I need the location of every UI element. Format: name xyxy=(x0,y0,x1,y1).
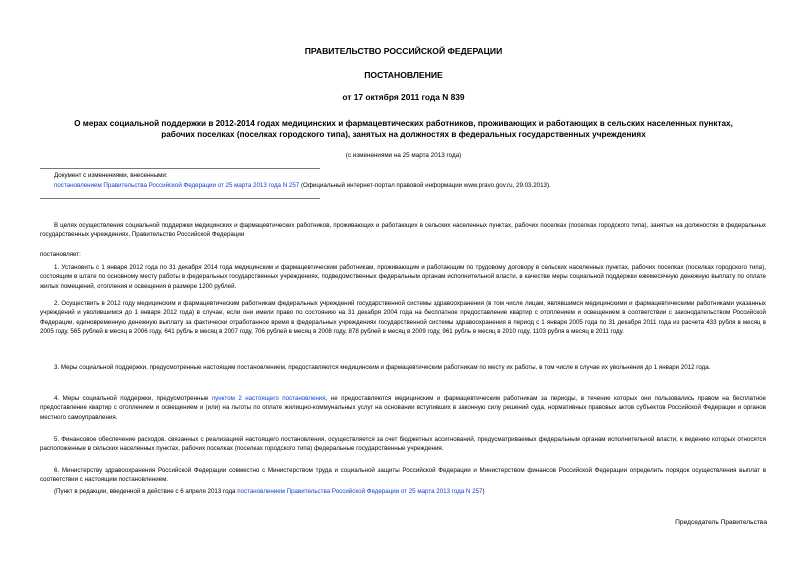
item-5-paragraph: 5. Финансовое обеспечение расходов, связанных с реализацией настоящего постановления, осуществляется за счет бюджетных ассигнований, предусматриваемых федеральным органам исполнительной власти, к ведению которых относятся расположенные в сельских населенных пунктах, рабочих поселках (поселках городского типа) федеральные государственные учреждения. xyxy=(40,436,766,453)
document-title xyxy=(0,118,807,140)
item-2-paragraph: 2. Осуществить в 2012 году медицинским и фармацевтическим работникам федеральных учреждений государственной системы здравоохранения (в том числе лицам, являвшимся медицинскими и фармацевтическими работниками указанных учреждений и уволившимся до 1 января 2012 года) в случае, если они имели право по состоянию на 31 декабря 2004 года на бесплатное предоставление квартир с отоплением и освещением в соответствии с законодательством Российской Федерации, единовременную денежную выплату за фактически отработанное время в федеральных учреждениях государственной системы здравоохранения в период с 1 января 2005 года по 31 декабря 2011 года из расчета 433 рубля в месяц в 2005 году, 565 рублей в месяц в 2006 году, 641 рубль в месяц в 2007 году, 706 рублей в месяц в 2008 году, 878 рублей в месяц в 2009 году, 961 рубль в месяц в 2010 году, 1103 рубля в месяц в 2011 году. xyxy=(40,300,766,336)
changes-line xyxy=(54,181,551,191)
amending-decree-link[interactable]: постановлением Правительства Российской Федерации от 25 марта 2013 года N 257 xyxy=(54,182,300,189)
item-3-paragraph: 3. Меры социальной поддержки, предусмотренные настоящим постановлением, предоставляются медицинским и фармацевтическим работникам по месту их работы, в том числе в случае их увольнения до 1 января 2012 года. xyxy=(54,364,711,371)
edition-note-link[interactable]: постановлением Правительства Российской Федерации от 25 марта 2013 года N 257 xyxy=(237,488,483,495)
changes-intro: Документ с изменениями, внесенными: xyxy=(54,172,168,179)
title-line-1: О мерах социальной поддержки в 2012-2014 годах медицинских и фармацевтических работников, проживающих и работающих в сельских населенных пунктах, xyxy=(74,119,733,128)
signature-title: Председатель Правительства xyxy=(675,519,767,526)
item-4-text-start: 4. Меры социальной поддержки, предусмотренные xyxy=(54,395,212,402)
divider-bottom xyxy=(40,198,320,199)
publication-source: (Официальный интернет-портал правовой информации www.pravo.gov.ru, 29.03.2013). xyxy=(300,182,551,189)
item-6-paragraph: 6. Министерству здравоохранения Российской Федерации совместно с Министерством труда и социальной защиты Российской Федерации и Министерством финансов Российской Федерации определить порядок осуществления выплат в соответствии с настоящим постановлением. xyxy=(40,467,766,484)
item-1-paragraph: 1. Установить с 1 января 2012 года по 31 декабря 2014 года медицинским и фармацевтическим работникам, проживающим и работающим по трудовому договору в сельских населенных пунктах, рабочих поселках (поселках городского типа), состоящим в штате по основному месту работы в федеральных государственных учреждениях, подведомственных федеральным органам исполнительной власти, в качестве меры социальной поддержки ежемесячную денежную выплату по оплате жилых помещений, отопления и освещения в размере 1200 рублей. xyxy=(40,264,766,290)
item-2-reference-link[interactable]: пунктом 2 настоящего постановления xyxy=(211,395,326,402)
item-6-edition-note xyxy=(40,487,766,496)
preamble-paragraph: В целях осуществления социальной поддержки медицинских и фармацевтических работников, проживающих и работающих в сельских населенных пунктах, рабочих поселках (поселках городского типа), занятых на должностях в федеральных государственных учреждениях, Правительство Российской Федерации xyxy=(40,222,766,239)
government-heading: ПРАВИТЕЛЬСТВО РОССИЙСКОЙ ФЕДЕРАЦИИ xyxy=(304,46,503,56)
amendment-note: (с изменениями на 25 марта 2013 года) xyxy=(345,152,462,159)
item-4-text-rest: , не предоставляются медицинским и фармацевтическим работникам за периоды, в течение которых они пользовались правом на бесплатное предоставление квартир с отоплением и освещением и (или) на льготы по оплате жилищно-коммунальных услуг на основании вступивших в законную силу решений суда, нормативных правовых актов субъектов Российской Федерации и органов местного самоуправления. xyxy=(40,395,766,421)
document-type-heading: ПОСТАНОВЛЕНИЕ xyxy=(364,70,443,80)
divider-top xyxy=(40,168,320,169)
date-number-heading: от 17 октября 2011 года N 839 xyxy=(342,92,465,102)
edition-note-start: (Пункт в редакции, введенной в действие с 6 апреля 2013 года xyxy=(54,488,238,495)
title-line-2: рабочих поселках (поселках городского типа), занятых на должностях в федеральных государственных учреждениях xyxy=(161,130,646,139)
edition-note-end: ) xyxy=(482,488,485,495)
decree-word: постановляет: xyxy=(40,251,81,258)
item-4-paragraph xyxy=(40,394,766,422)
